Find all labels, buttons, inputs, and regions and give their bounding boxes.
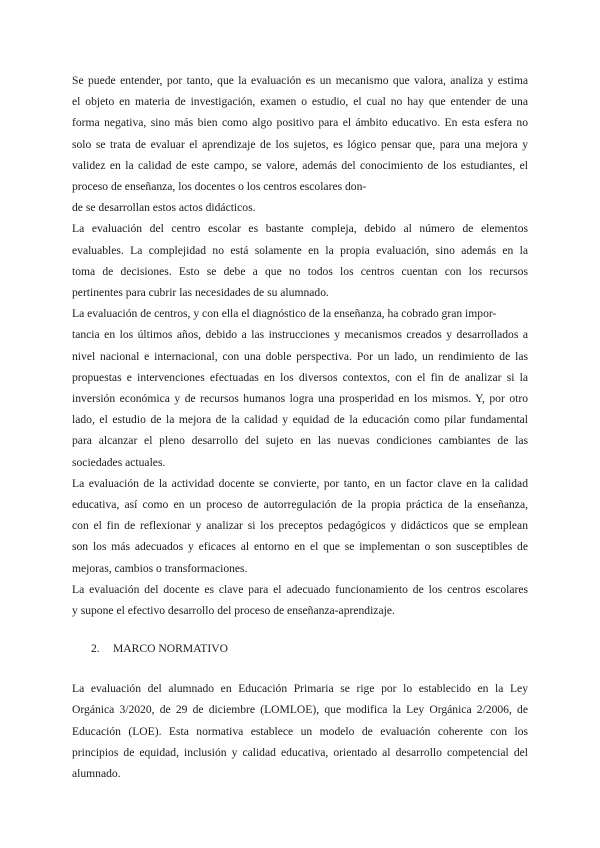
text-line: La evaluación del alumnado en Educación Primaria se rige por lo establecido en la Ley [72, 682, 528, 696]
intro-section [72, 70, 528, 621]
text-line: son los más adecuados y eficaces al entorno en el que se implementan o son susceptibles de [72, 540, 528, 554]
text-line: lado, el estudio de la mejora de la calidad y equidad de la educación como pilar fundamental [72, 413, 528, 427]
text-line: para alcanzar el pleno desarrollo del sujeto en las nuevas condiciones cambiantes de las [72, 434, 528, 448]
text-line: propuestas e intervenciones efectuadas en los diversos contextos, con el fin de analizar si la [72, 370, 528, 384]
text-line: Se puede entender, por tanto, que la evaluación es un mecanismo que valora, analiza y estima [72, 74, 528, 87]
text-line: nivel nacional e internacional, con una doble perspectiva. Por un lado, un rendimiento de las [72, 349, 528, 363]
section-body [72, 678, 528, 784]
paragraph [72, 678, 528, 784]
text-line: La evaluación de centros, y con ella el diagnóstico de la enseñanza, ha cobrado gran impor- [72, 307, 497, 321]
text-line: educativa, así como en un proceso de autorregulación de la propia práctica de la enseñanza, [72, 498, 528, 512]
paragraph [72, 70, 528, 218]
text-line: proceso de enseñanza, los docentes o los centros escolares don- [72, 180, 367, 194]
text-line: La evaluación del centro escolar es bastante compleja, debido al número de elementos [72, 222, 528, 236]
text-line: alumnado. [72, 767, 121, 781]
paragraph [72, 473, 528, 579]
text-line: solo se trata de evaluar el aprendizaje de los sujetos, es lógico pensar que, para una mejora y [72, 137, 528, 151]
text-line: con el fin de reflexionar y analizar si los preceptos pedagógicos y didácticos que se emplean [72, 519, 528, 533]
text-line: La evaluación de la actividad docente se convierte, por tanto, en un factor clave en la calidad [72, 476, 528, 490]
section-heading [91, 638, 528, 659]
text-line: forma negativa, sino más bien como algo positivo para el ámbito educativo. En esta esfera no [72, 116, 528, 130]
paragraph [72, 218, 528, 303]
paragraph [72, 579, 528, 621]
text-line: de se desarrollan estos actos didácticos. [72, 201, 256, 215]
text-line: mejoras, cambios o transformaciones. [72, 561, 248, 575]
text-line: toma de decisiones. Esto se debe a que no todos los centros cuentan con los recursos [72, 264, 528, 278]
text-line: principios de equidad, inclusión y calidad educativa, orientado al desarrollo competencial del [72, 745, 528, 759]
text-line: validez en la calidad de este campo, se valore, además del conocimiento de los estudiantes, el [72, 158, 528, 172]
paragraph [72, 303, 528, 473]
section-title: MARCO NORMATIVO [113, 642, 228, 656]
text-line: Orgánica 3/2020, de 29 de diciembre (LOMLOE), que modifica la Ley Orgánica 2/2006, de [72, 703, 528, 717]
text-line: Educación (LOE). Esta normativa establece un modelo de evaluación coherente con los [72, 724, 528, 738]
text-line: evaluables. La complejidad no está solamente en la propia evaluación, sino además en la [72, 243, 528, 257]
text-line: el objeto en materia de investigación, examen o estudio, el cual no hay que entender de una [72, 95, 528, 109]
text-line: pertinentes para cubrir las necesidades de su alumnado. [72, 286, 329, 300]
text-line: tancia en los últimos años, debido a las instrucciones y mecanismos creados y desarrollados a [72, 328, 528, 342]
text-line: La evaluación del docente es clave para el adecuado funcionamiento de los centros escolares [72, 582, 528, 596]
section-number: 2. [91, 642, 100, 656]
text-line: y supone el efectivo desarrollo del proceso de enseñanza-aprendizaje. [72, 604, 395, 618]
text-line: inversión económica y de recursos humanos logra una prosperidad en los mismos. Y, por otro [72, 392, 528, 406]
text-line: sociedades actuales. [72, 455, 166, 469]
